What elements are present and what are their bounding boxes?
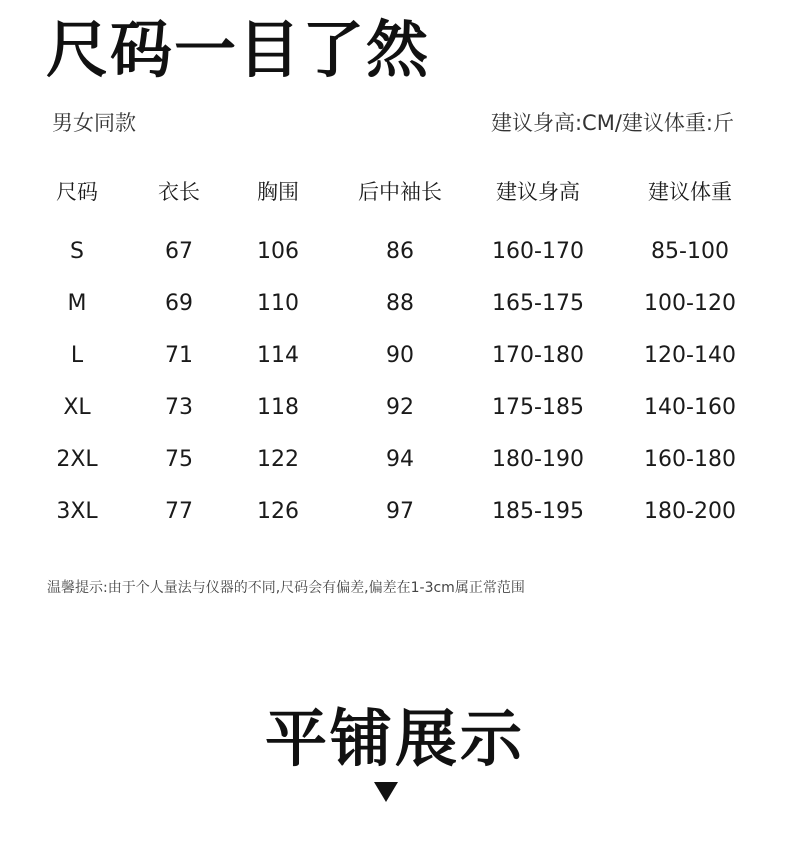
table-row (0, 232, 790, 284)
cell-sleeve: 88 (386, 291, 414, 316)
page-title: 尺码一目了然 (46, 13, 431, 86)
cell-weight: 180-200 (644, 499, 736, 524)
cell-height: 185-195 (492, 499, 584, 524)
table-row (0, 336, 790, 388)
table-row (0, 492, 790, 544)
cell-size: XL (63, 395, 91, 420)
cell-length: 73 (165, 395, 193, 420)
cell-length: 75 (165, 447, 193, 472)
section-title: 平铺展示 (264, 702, 525, 775)
cell-weight: 140-160 (644, 395, 736, 420)
measurement-note: 温馨提示:由于个人量法与仪器的不同,尺码会有偏差,偏差在1-3cm属正常范围 (47, 580, 525, 596)
cell-sleeve: 97 (386, 499, 414, 524)
cell-weight: 85-100 (651, 239, 729, 264)
cell-size: 2XL (56, 447, 98, 472)
cell-sleeve: 92 (386, 395, 414, 420)
cell-height: 165-175 (492, 291, 584, 316)
table-row (0, 388, 790, 440)
cell-size: M (67, 291, 87, 316)
cell-chest: 118 (257, 395, 299, 420)
triangle-down-icon (374, 782, 398, 802)
cell-length: 67 (165, 239, 193, 264)
cell-size: S (70, 239, 84, 264)
cell-size: 3XL (56, 499, 98, 524)
cell-chest: 110 (257, 291, 299, 316)
cell-length: 71 (165, 343, 193, 368)
size-table (0, 172, 790, 544)
cell-chest: 126 (257, 499, 299, 524)
cell-length: 77 (165, 499, 193, 524)
cell-length: 69 (165, 291, 193, 316)
unisex-label: 男女同款 (52, 111, 136, 135)
cell-height: 180-190 (492, 447, 584, 472)
header-height: 建议身高 (496, 180, 580, 204)
header-chest: 胸围 (257, 180, 299, 204)
cell-chest: 122 (257, 447, 299, 472)
header-sleeve: 后中袖长 (358, 180, 442, 204)
cell-size: L (70, 343, 84, 368)
header-weight: 建议体重 (648, 180, 732, 204)
table-header-row (0, 172, 790, 230)
cell-weight: 120-140 (644, 343, 736, 368)
cell-height: 175-185 (492, 395, 584, 420)
cell-chest: 114 (257, 343, 299, 368)
table-row (0, 440, 790, 492)
cell-height: 160-170 (492, 239, 584, 264)
cell-chest: 106 (257, 239, 299, 264)
table-row (0, 284, 790, 336)
header-size: 尺码 (56, 180, 98, 204)
cell-height: 170-180 (492, 343, 584, 368)
units-label: 建议身高:CM/建议体重:斤 (490, 111, 734, 135)
cell-sleeve: 94 (386, 447, 414, 472)
cell-sleeve: 86 (386, 239, 414, 264)
cell-weight: 100-120 (644, 291, 736, 316)
cell-weight: 160-180 (644, 447, 736, 472)
header-length: 衣长 (158, 180, 200, 204)
cell-sleeve: 90 (386, 343, 414, 368)
